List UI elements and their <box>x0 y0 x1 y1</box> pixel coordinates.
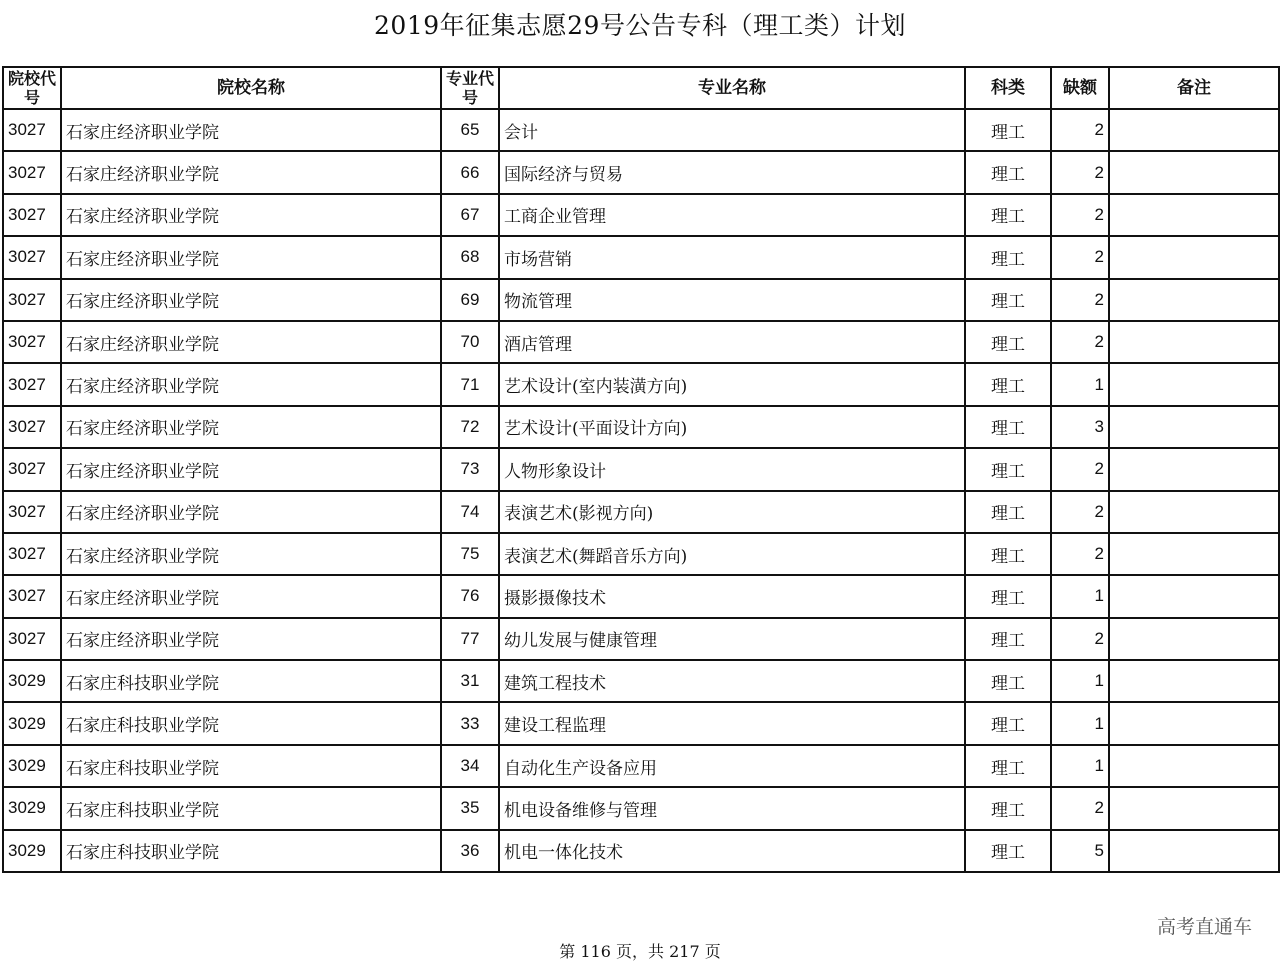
cell-school-name: 石家庄经济职业学院 <box>61 279 441 321</box>
cell-vacancies: 2 <box>1051 151 1109 193</box>
table-row <box>3 745 1279 787</box>
cell-major-code: 71 <box>441 363 499 405</box>
table-row <box>3 660 1279 702</box>
table-row <box>3 109 1279 151</box>
cell-major-name: 摄影摄像技术 <box>499 575 965 617</box>
cell-category: 理工 <box>965 279 1051 321</box>
cell-vacancies: 2 <box>1051 448 1109 490</box>
cell-category: 理工 <box>965 787 1051 829</box>
cell-major-name: 建筑工程技术 <box>499 660 965 702</box>
cell-major-name: 物流管理 <box>499 279 965 321</box>
cell-vacancies: 1 <box>1051 575 1109 617</box>
cell-major-code: 73 <box>441 448 499 490</box>
cell-school-name: 石家庄科技职业学院 <box>61 745 441 787</box>
page-title: 2019年征集志愿29号公告专科（理工类）计划 <box>374 11 906 40</box>
cell-school-code: 3027 <box>3 321 61 363</box>
cell-school-code: 3027 <box>3 109 61 151</box>
cell-category: 理工 <box>965 702 1051 744</box>
header-school-code: 院校代号 <box>3 67 61 109</box>
cell-vacancies: 2 <box>1051 236 1109 278</box>
plan-table <box>2 66 1280 873</box>
table-row <box>3 618 1279 660</box>
cell-major-name: 机电设备维修与管理 <box>499 787 965 829</box>
cell-remarks <box>1109 745 1279 787</box>
cell-school-code: 3027 <box>3 151 61 193</box>
cell-category: 理工 <box>965 575 1051 617</box>
cell-remarks <box>1109 533 1279 575</box>
cell-major-code: 75 <box>441 533 499 575</box>
cell-school-name: 石家庄经济职业学院 <box>61 151 441 193</box>
cell-major-name: 艺术设计(平面设计方向) <box>499 406 965 448</box>
cell-category: 理工 <box>965 745 1051 787</box>
header-major-code: 专业代号 <box>441 67 499 109</box>
cell-school-name: 石家庄经济职业学院 <box>61 618 441 660</box>
cell-remarks <box>1109 575 1279 617</box>
table-row <box>3 491 1279 533</box>
cell-major-name: 人物形象设计 <box>499 448 965 490</box>
cell-school-code: 3029 <box>3 787 61 829</box>
cell-remarks <box>1109 787 1279 829</box>
cell-major-name: 工商企业管理 <box>499 194 965 236</box>
cell-major-name: 表演艺术(舞蹈音乐方向) <box>499 533 965 575</box>
cell-category: 理工 <box>965 618 1051 660</box>
cell-vacancies: 2 <box>1051 618 1109 660</box>
cell-school-name: 石家庄经济职业学院 <box>61 363 441 405</box>
cell-category: 理工 <box>965 321 1051 363</box>
cell-major-code: 76 <box>441 575 499 617</box>
cell-category: 理工 <box>965 406 1051 448</box>
cell-category: 理工 <box>965 109 1051 151</box>
cell-vacancies: 5 <box>1051 830 1109 872</box>
table-row <box>3 279 1279 321</box>
table-row <box>3 236 1279 278</box>
cell-major-name: 自动化生产设备应用 <box>499 745 965 787</box>
table-row <box>3 702 1279 744</box>
cell-remarks <box>1109 618 1279 660</box>
cell-school-code: 3029 <box>3 702 61 744</box>
table-row <box>3 830 1279 872</box>
cell-school-code: 3027 <box>3 533 61 575</box>
cell-category: 理工 <box>965 448 1051 490</box>
cell-remarks <box>1109 660 1279 702</box>
cell-major-code: 36 <box>441 830 499 872</box>
table-row <box>3 151 1279 193</box>
cell-remarks <box>1109 491 1279 533</box>
cell-major-name: 表演艺术(影视方向) <box>499 491 965 533</box>
cell-remarks <box>1109 194 1279 236</box>
cell-remarks <box>1109 321 1279 363</box>
cell-major-name: 市场营销 <box>499 236 965 278</box>
cell-category: 理工 <box>965 830 1051 872</box>
cell-school-code: 3027 <box>3 448 61 490</box>
table-row <box>3 363 1279 405</box>
cell-school-name: 石家庄经济职业学院 <box>61 236 441 278</box>
cell-category: 理工 <box>965 363 1051 405</box>
cell-school-code: 3029 <box>3 745 61 787</box>
cell-major-code: 66 <box>441 151 499 193</box>
table-body <box>3 109 1279 872</box>
cell-major-code: 33 <box>441 702 499 744</box>
cell-major-code: 69 <box>441 279 499 321</box>
cell-major-name: 建设工程监理 <box>499 702 965 744</box>
cell-school-name: 石家庄经济职业学院 <box>61 321 441 363</box>
cell-remarks <box>1109 279 1279 321</box>
cell-vacancies: 2 <box>1051 321 1109 363</box>
cell-vacancies: 2 <box>1051 491 1109 533</box>
cell-school-code: 3029 <box>3 660 61 702</box>
cell-major-code: 35 <box>441 787 499 829</box>
cell-school-code: 3027 <box>3 279 61 321</box>
table-row <box>3 448 1279 490</box>
cell-major-code: 68 <box>441 236 499 278</box>
cell-major-code: 74 <box>441 491 499 533</box>
cell-major-code: 72 <box>441 406 499 448</box>
cell-remarks <box>1109 448 1279 490</box>
cell-major-name: 酒店管理 <box>499 321 965 363</box>
cell-major-name: 机电一体化技术 <box>499 830 965 872</box>
cell-school-name: 石家庄科技职业学院 <box>61 702 441 744</box>
cell-school-code: 3027 <box>3 363 61 405</box>
cell-vacancies: 2 <box>1051 194 1109 236</box>
cell-remarks <box>1109 830 1279 872</box>
cell-category: 理工 <box>965 533 1051 575</box>
cell-vacancies: 1 <box>1051 702 1109 744</box>
cell-school-code: 3027 <box>3 236 61 278</box>
cell-vacancies: 1 <box>1051 745 1109 787</box>
cell-school-name: 石家庄经济职业学院 <box>61 194 441 236</box>
cell-major-code: 67 <box>441 194 499 236</box>
table-row <box>3 533 1279 575</box>
cell-school-name: 石家庄经济职业学院 <box>61 491 441 533</box>
cell-category: 理工 <box>965 151 1051 193</box>
cell-remarks <box>1109 363 1279 405</box>
cell-major-name: 幼儿发展与健康管理 <box>499 618 965 660</box>
cell-school-code: 3027 <box>3 194 61 236</box>
cell-remarks <box>1109 702 1279 744</box>
cell-school-name: 石家庄经济职业学院 <box>61 109 441 151</box>
cell-school-code: 3027 <box>3 406 61 448</box>
cell-major-code: 77 <box>441 618 499 660</box>
cell-major-code: 65 <box>441 109 499 151</box>
cell-school-code: 3027 <box>3 575 61 617</box>
header-major-name: 专业名称 <box>499 67 965 109</box>
cell-vacancies: 1 <box>1051 363 1109 405</box>
page-footer: 第 116 页，共 217 页 <box>559 942 721 961</box>
cell-remarks <box>1109 151 1279 193</box>
cell-category: 理工 <box>965 660 1051 702</box>
cell-school-name: 石家庄科技职业学院 <box>61 787 441 829</box>
cell-vacancies: 2 <box>1051 533 1109 575</box>
table-row <box>3 787 1279 829</box>
cell-school-name: 石家庄科技职业学院 <box>61 660 441 702</box>
cell-remarks <box>1109 406 1279 448</box>
cell-vacancies: 2 <box>1051 109 1109 151</box>
cell-vacancies: 2 <box>1051 787 1109 829</box>
table-row <box>3 406 1279 448</box>
cell-remarks <box>1109 109 1279 151</box>
cell-school-name: 石家庄经济职业学院 <box>61 406 441 448</box>
cell-major-name: 国际经济与贸易 <box>499 151 965 193</box>
cell-major-name: 会计 <box>499 109 965 151</box>
header-category: 科类 <box>965 67 1051 109</box>
watermark: 高考直通车 <box>1156 916 1252 938</box>
cell-category: 理工 <box>965 194 1051 236</box>
cell-major-code: 34 <box>441 745 499 787</box>
cell-school-code: 3029 <box>3 830 61 872</box>
header-remarks: 备注 <box>1109 67 1279 109</box>
cell-school-name: 石家庄科技职业学院 <box>61 830 441 872</box>
cell-vacancies: 2 <box>1051 279 1109 321</box>
cell-school-code: 3027 <box>3 491 61 533</box>
table-row <box>3 194 1279 236</box>
header-school-name: 院校名称 <box>61 67 441 109</box>
cell-school-name: 石家庄经济职业学院 <box>61 448 441 490</box>
cell-remarks <box>1109 236 1279 278</box>
table-header-row <box>3 67 1279 109</box>
cell-major-name: 艺术设计(室内装潢方向) <box>499 363 965 405</box>
cell-category: 理工 <box>965 236 1051 278</box>
cell-major-code: 70 <box>441 321 499 363</box>
cell-school-name: 石家庄经济职业学院 <box>61 533 441 575</box>
table-row <box>3 321 1279 363</box>
cell-school-code: 3027 <box>3 618 61 660</box>
cell-school-name: 石家庄经济职业学院 <box>61 575 441 617</box>
cell-vacancies: 3 <box>1051 406 1109 448</box>
cell-major-code: 31 <box>441 660 499 702</box>
cell-vacancies: 1 <box>1051 660 1109 702</box>
cell-category: 理工 <box>965 491 1051 533</box>
table-row <box>3 575 1279 617</box>
header-vacancies: 缺额 <box>1051 67 1109 109</box>
